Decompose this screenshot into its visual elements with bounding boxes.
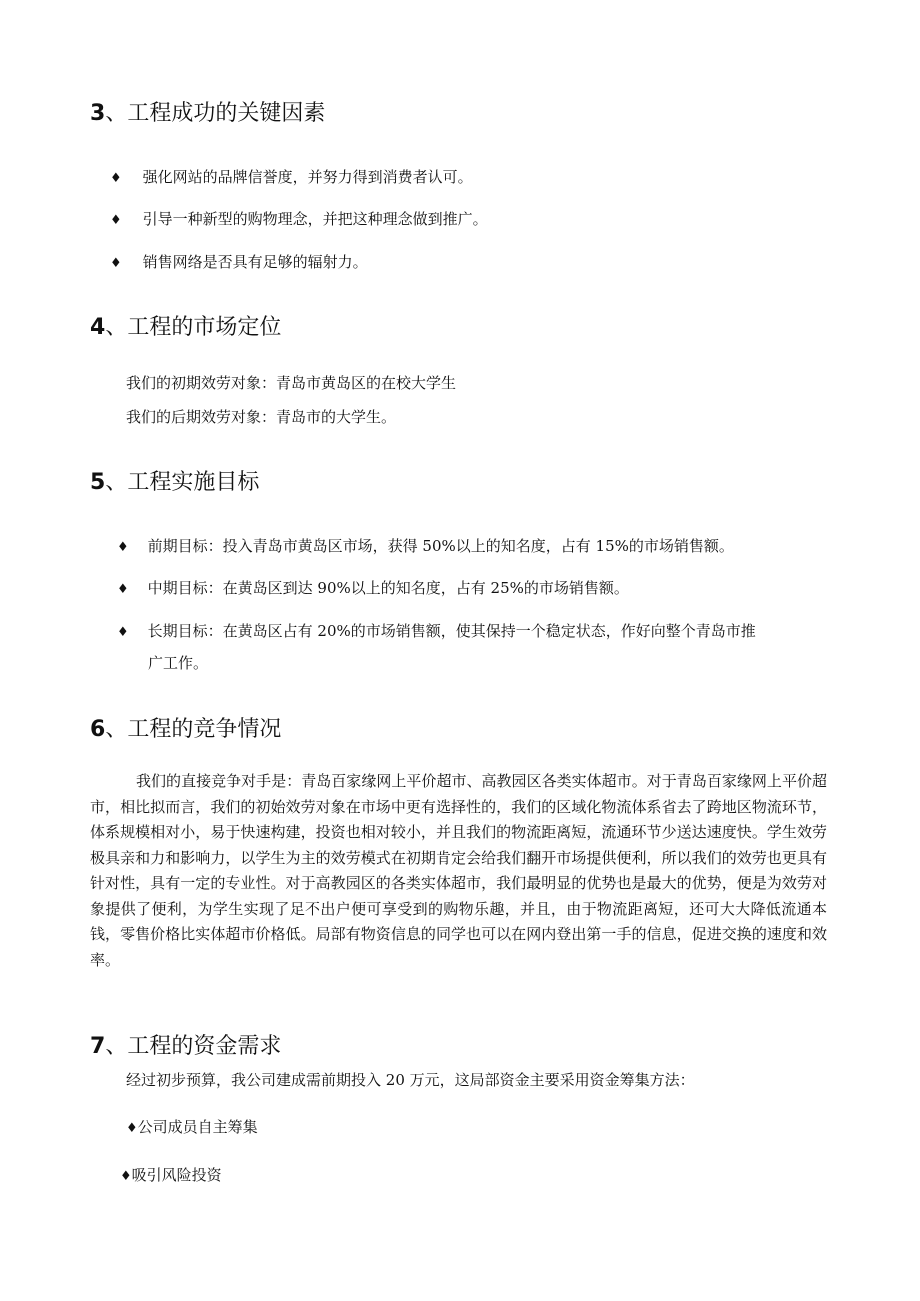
diamond-bullet-icon: ♦ (117, 625, 129, 640)
list-item-text: 引导一种新型的购物理念，并把这种理念做到推广。 (142, 210, 488, 228)
competition-paragraph: 我们的直接竞争对手是：青岛百家缘网上平价超市、高教园区各类实体超市。对于青岛百家缘网上平价超市，相比拟而言，我们的初始效劳对象在市场中更有选择性的，我们的区域化物流体系省去了跨地区物流环节，体系规模相对小，易于快速构建，投资也相对较小，并且我们的物流距离短，流通环节少送达速度快。学生效劳极具亲和力和影响力，以学生为主的效劳模式在初期肯定会给我们翻开市场提供便利，所以我们的效劳也更具有针对性，具有一定的专业性。对于高教园区的各类实体超市，我们最明显的优势也是最大的优势，便是为效劳对象提供了便利，为学生实现了足不出户便可享受到的购物乐趣，并且，由于物流距离短，还可大大降低流通本钱，零售价格比实体超市价格低。局部有物资信息的同学也可以在网内登出第一手的信息，促进交换的速度和效率。 (90, 772, 827, 969)
list-item (110, 251, 368, 272)
diamond-bullet-icon: ♦ (110, 256, 122, 271)
section-number: 3 (90, 101, 106, 126)
funding-intro: 经过初步预算，我公司建成需前期投入 20 万元，这局部资金主要采用资金筹集方法： (126, 1071, 695, 1089)
section-number: 6 (90, 717, 106, 742)
list-item (117, 620, 756, 641)
diamond-bullet-icon: ♦ (126, 1121, 138, 1136)
section-6-heading (90, 712, 281, 743)
later-target-line: 我们的后期效劳对象：青岛市的大学生。 (126, 408, 397, 426)
list-item-continuation: 广工作。 (148, 654, 209, 672)
section-number: 7 (90, 1034, 106, 1059)
list-item-text: 公司成员自主筹集 (137, 1118, 258, 1136)
section-title: 工程的竞争情况 (127, 717, 282, 742)
section-separator: 、 (105, 470, 128, 495)
section-title: 工程的市场定位 (127, 315, 282, 340)
list-item-text: 前期目标：投入青岛市黄岛区市场，获得 50%以上的知名度，占有 15%的市场销售额。 (147, 537, 734, 555)
section-separator: 、 (105, 315, 128, 340)
section-title: 工程实施目标 (127, 470, 260, 495)
diamond-bullet-icon: ♦ (110, 213, 122, 228)
list-item (110, 166, 473, 187)
section-title: 工程成功的关键因素 (127, 101, 326, 126)
diamond-bullet-icon: ♦ (117, 540, 129, 555)
list-item (126, 1116, 258, 1137)
list-item-text: 销售网络是否具有足够的辐射力。 (142, 253, 368, 271)
list-item-text: 长期目标：在黄岛区占有 20%的市场销售额，使其保持一个稳定状态，作好向整个青岛市推 (147, 622, 756, 640)
section-7-heading (90, 1029, 281, 1060)
section-title: 工程的资金需求 (127, 1034, 282, 1059)
initial-target-line: 我们的初期效劳对象：青岛市黄岛区的在校大学生 (126, 374, 457, 392)
section-separator: 、 (105, 717, 128, 742)
list-item (117, 535, 734, 556)
diamond-bullet-icon: ♦ (120, 1169, 132, 1184)
section-4-heading (90, 310, 281, 341)
list-item (110, 208, 488, 229)
section-separator: 、 (105, 101, 128, 126)
section-5-heading (90, 465, 259, 496)
section-number: 4 (90, 315, 106, 340)
list-item-text: 强化网站的品牌信誉度，并努力得到消费者认可。 (142, 168, 473, 186)
diamond-bullet-icon: ♦ (110, 171, 122, 186)
list-item (120, 1164, 222, 1185)
section-separator: 、 (105, 1034, 128, 1059)
section-3-heading (90, 96, 325, 127)
list-item (117, 577, 629, 598)
diamond-bullet-icon: ♦ (117, 582, 129, 597)
section-number: 5 (90, 470, 106, 495)
list-item-text: 中期目标：在黄岛区到达 90%以上的知名度，占有 25%的市场销售额。 (147, 579, 629, 597)
list-item-text: 吸引风险投资 (131, 1166, 222, 1184)
